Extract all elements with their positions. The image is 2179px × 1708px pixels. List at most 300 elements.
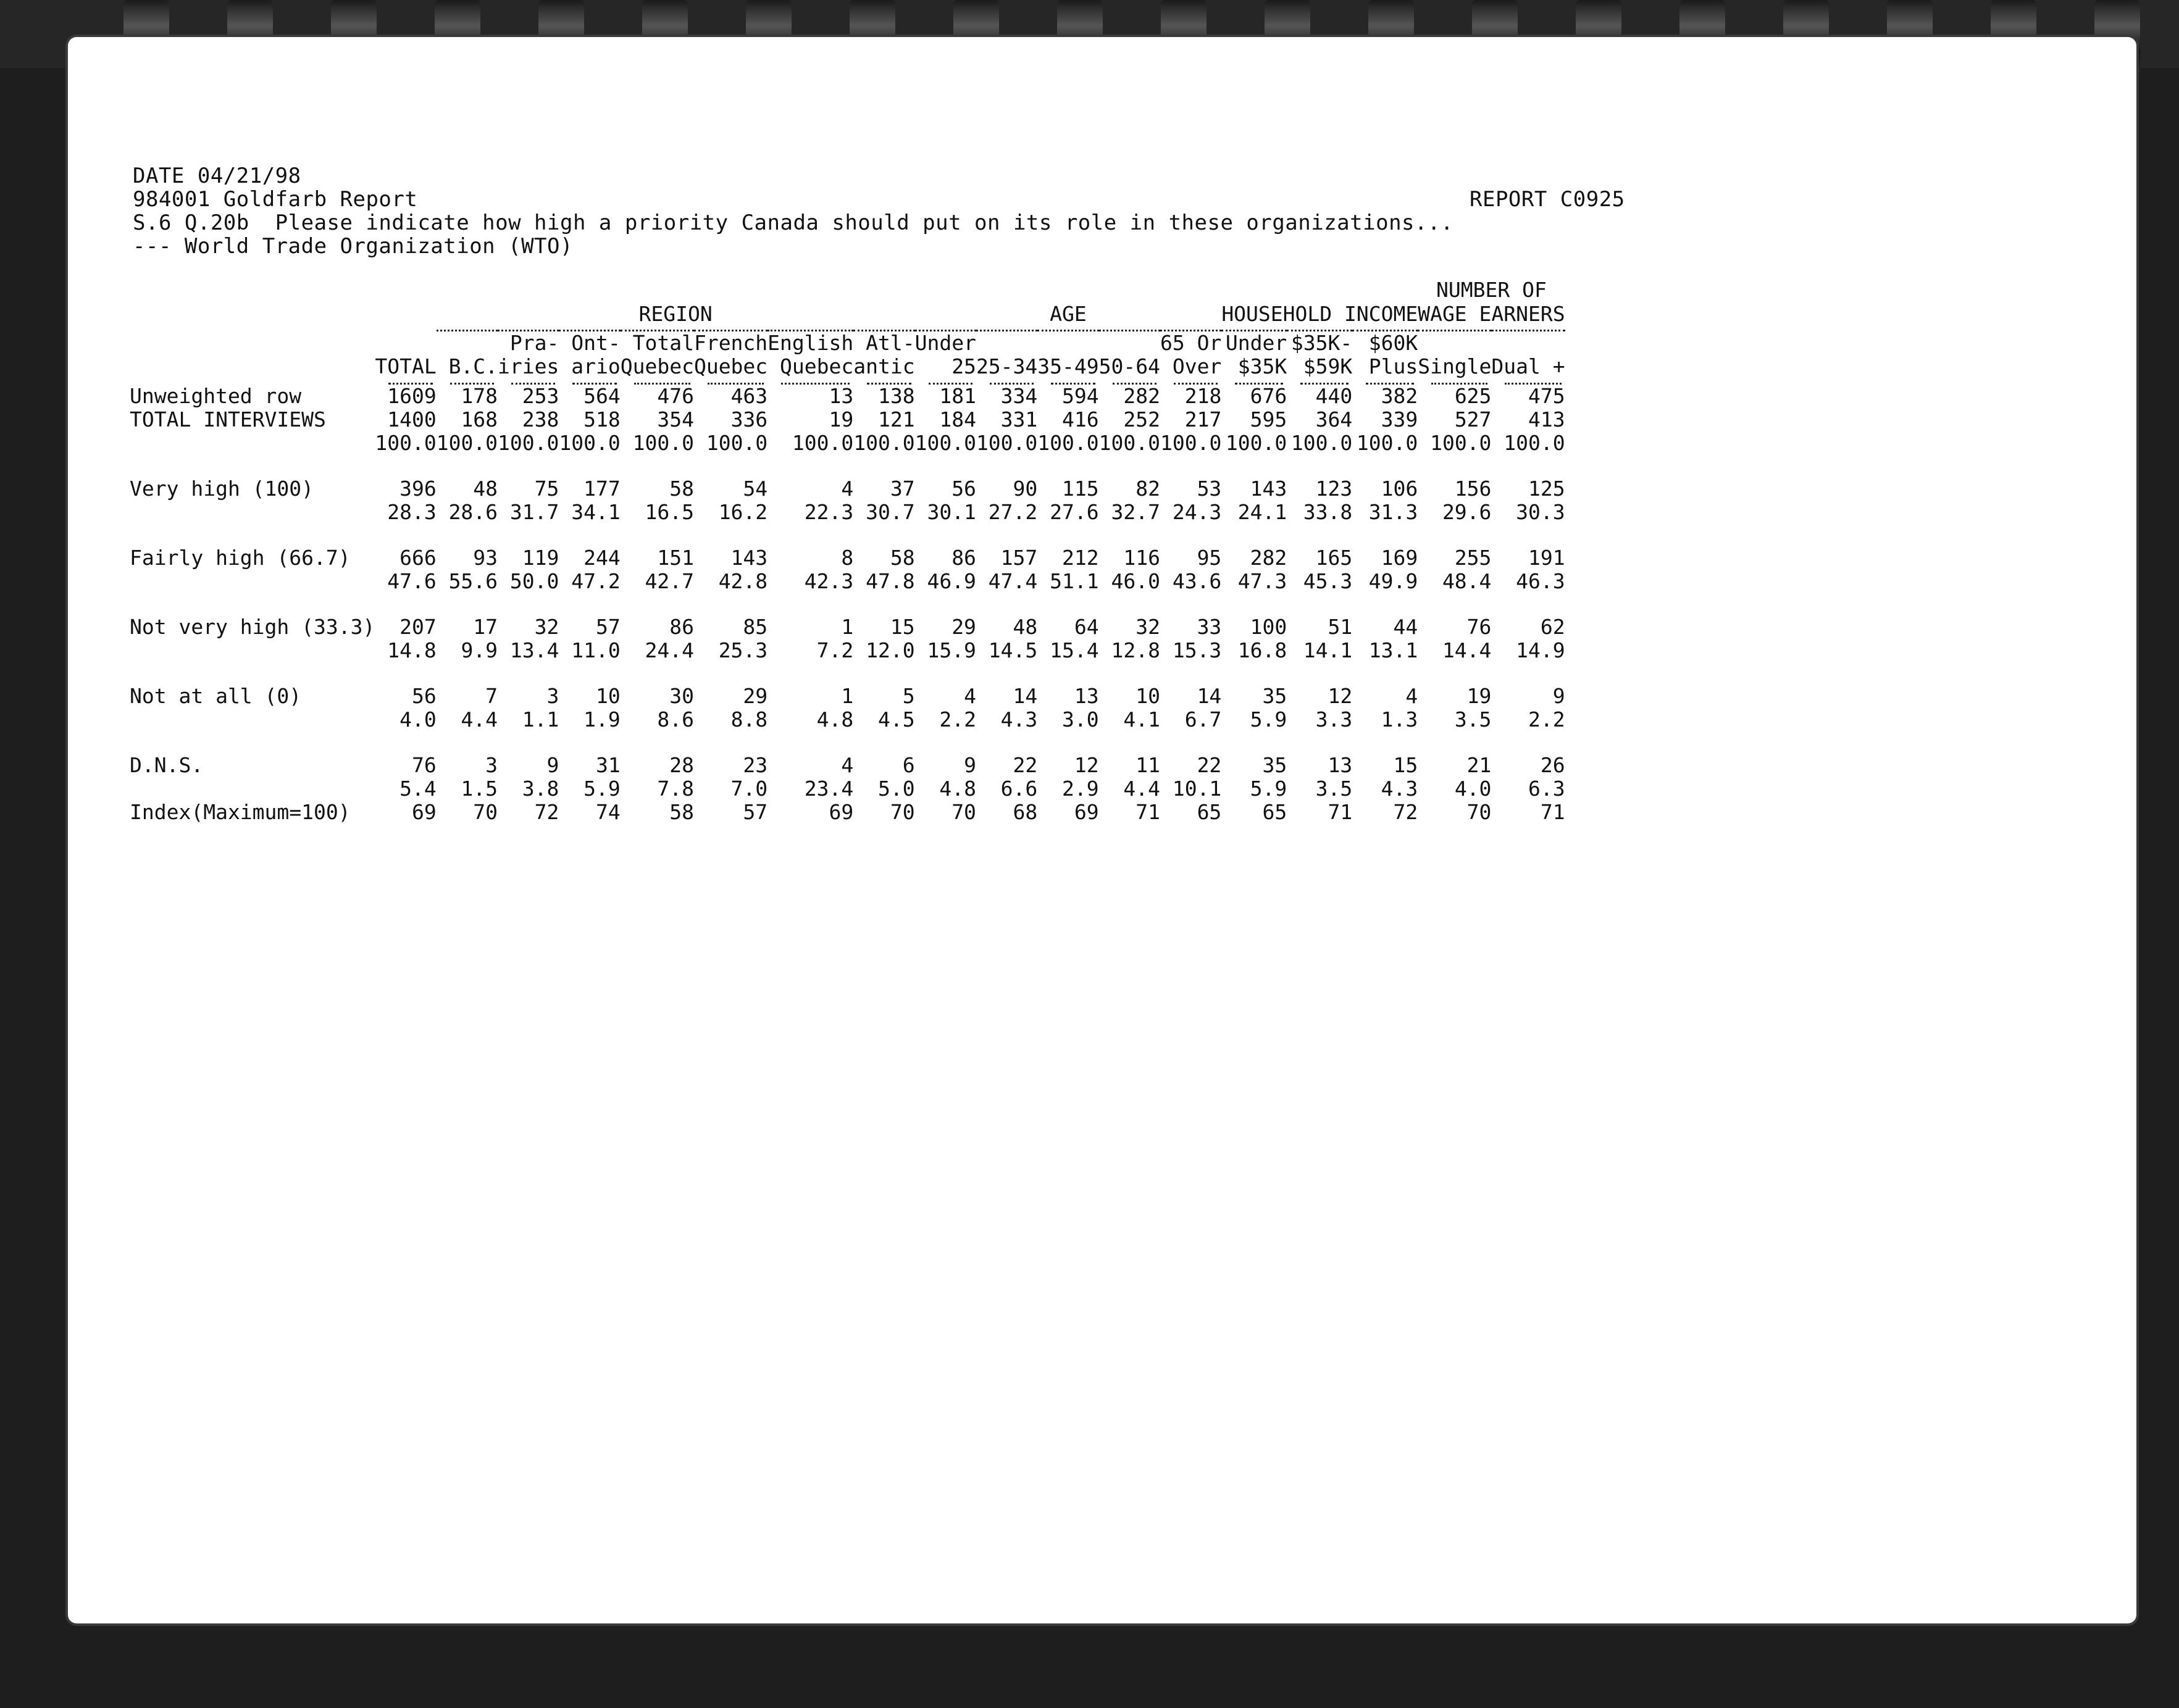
cell-value: 1 xyxy=(841,615,854,639)
table-cell xyxy=(437,385,498,455)
index-value: 68 xyxy=(1013,800,1038,824)
row-label-line: Unweighted row xyxy=(130,384,302,408)
cell-value: 49.9 xyxy=(1368,569,1418,593)
column-header-line2: $35K xyxy=(1237,354,1287,378)
cell-value: 47.3 xyxy=(1237,569,1287,593)
cell-value: 1.9 xyxy=(583,707,621,731)
cell-value: 42.3 xyxy=(804,569,854,593)
cell-value: 106 xyxy=(1381,477,1418,501)
table-cell xyxy=(1160,385,1221,455)
cell-value: 56 xyxy=(411,684,437,708)
cell-value: 7.2 xyxy=(816,638,854,662)
cell-value: 14.9 xyxy=(1516,638,1565,662)
table-cell xyxy=(767,754,853,801)
column-header-line2: iries xyxy=(498,354,559,378)
table-cell xyxy=(559,477,620,524)
table-cell xyxy=(375,546,436,593)
index-value: 71 xyxy=(1136,800,1160,824)
cell-value: 13.1 xyxy=(1368,638,1418,662)
row-label xyxy=(130,546,375,593)
table-cell xyxy=(915,754,976,801)
column-header-line1: Pra- xyxy=(509,331,559,355)
cell-value: 100.0 xyxy=(1225,431,1287,455)
cell-value: 100.0 xyxy=(1504,431,1565,455)
column-header-line1: Ont- xyxy=(571,331,621,355)
cell-value: 396 xyxy=(399,477,437,501)
row-label xyxy=(130,685,375,731)
table-cell xyxy=(1099,754,1160,801)
cell-value: 4.4 xyxy=(1123,777,1160,801)
earners-rule xyxy=(1418,326,1565,331)
table-cell xyxy=(1491,754,1565,801)
cell-value: 6.3 xyxy=(1528,777,1565,801)
cell-value: 168 xyxy=(461,407,498,431)
column-header xyxy=(498,331,559,379)
table-cell xyxy=(1221,477,1287,524)
cell-value: 413 xyxy=(1528,407,1565,431)
table-cell xyxy=(437,477,498,524)
cell-value: 3.0 xyxy=(1062,707,1099,731)
row-label-line: Not very high (33.3) xyxy=(130,615,375,639)
cell-value: 13 xyxy=(1074,684,1099,708)
cell-value: 76 xyxy=(1466,615,1492,639)
cell-value: 15.9 xyxy=(927,638,976,662)
cell-value: 334 xyxy=(1000,384,1038,408)
column-header-line2: $59K xyxy=(1303,354,1353,378)
table-cell xyxy=(976,546,1037,593)
cell-value: 100.0 xyxy=(1160,431,1222,455)
table-cell xyxy=(621,754,694,801)
cell-value: 116 xyxy=(1123,546,1160,570)
table-cell xyxy=(1099,546,1160,593)
cell-value: 3.8 xyxy=(522,777,559,801)
table-cell xyxy=(1099,477,1160,524)
table-cell xyxy=(1160,477,1221,524)
column-header-line2: 25 xyxy=(951,354,976,378)
column-header-line2: Plus xyxy=(1368,354,1418,378)
cell-value: 15.3 xyxy=(1172,638,1222,662)
row-label-line: TOTAL INTERVIEWS xyxy=(130,407,326,431)
cell-value: 48.4 xyxy=(1442,569,1492,593)
table-cell xyxy=(1287,615,1352,662)
cell-value: 43.6 xyxy=(1172,569,1222,593)
table-cell xyxy=(1160,685,1221,731)
cell-value: 13 xyxy=(1328,753,1353,777)
cell-value: 53 xyxy=(1197,477,1222,501)
column-header xyxy=(621,331,694,379)
table-cell xyxy=(437,685,498,731)
age-rule xyxy=(915,326,1222,331)
cell-value: 5 xyxy=(902,684,915,708)
table-cell xyxy=(694,754,767,801)
cell-value: 48 xyxy=(1013,615,1038,639)
cell-value: 100.0 xyxy=(498,431,559,455)
column-header-line2: Single xyxy=(1418,354,1492,378)
table-cell xyxy=(1352,385,1418,455)
cell-value: 90 xyxy=(1013,477,1038,501)
cell-value: 31 xyxy=(595,753,621,777)
cell-value: 42.7 xyxy=(645,569,694,593)
table-cell xyxy=(1221,685,1287,731)
index-value: 74 xyxy=(595,800,621,824)
cell-value: 4.3 xyxy=(1381,777,1418,801)
index-value: 69 xyxy=(1074,800,1099,824)
column-header xyxy=(437,331,498,379)
question-text: S.6 Q.20b Please indicate how high a priority Canada should put on its role in these organizations... xyxy=(133,210,1453,235)
income-rule xyxy=(1221,326,1418,331)
cell-value: 238 xyxy=(522,407,559,431)
table-cell xyxy=(976,477,1037,524)
column-header-line2: B.C. xyxy=(448,354,498,378)
cell-value: 595 xyxy=(1250,407,1287,431)
table-cell xyxy=(559,615,620,662)
cell-value: 32 xyxy=(1136,615,1160,639)
column-header xyxy=(1099,331,1160,379)
row-label-line xyxy=(130,708,375,731)
column-header-row xyxy=(130,331,1565,379)
cell-value: 100.0 xyxy=(1430,431,1492,455)
cell-value: 253 xyxy=(522,384,559,408)
cell-value: 30 xyxy=(669,684,694,708)
table-cell xyxy=(621,546,694,593)
table-cell xyxy=(1491,385,1565,455)
cell-value: 8.8 xyxy=(730,707,768,731)
column-header xyxy=(1221,331,1287,379)
table-cell xyxy=(1221,615,1287,662)
column-header-line1: Atl- xyxy=(866,331,915,355)
cell-value: 32.7 xyxy=(1111,500,1160,524)
cell-value: 17 xyxy=(473,615,498,639)
row-label xyxy=(130,615,375,662)
column-header xyxy=(375,331,436,379)
column-header-line1: 65 Or xyxy=(1160,331,1222,355)
cell-value: 100.0 xyxy=(559,431,621,455)
table-cell xyxy=(1418,754,1491,801)
cell-value: 4 xyxy=(964,684,976,708)
column-header xyxy=(1418,331,1491,379)
cell-value: 364 xyxy=(1315,407,1353,431)
table-cell xyxy=(853,685,914,731)
cell-value: 143 xyxy=(1250,477,1287,501)
cell-value: 252 xyxy=(1123,407,1160,431)
column-header xyxy=(694,331,767,379)
table-cell xyxy=(498,615,559,662)
column-header xyxy=(767,331,853,379)
cell-value: 666 xyxy=(399,546,437,570)
cell-value: 125 xyxy=(1528,477,1565,501)
table-cell xyxy=(621,477,694,524)
cell-value: 47.8 xyxy=(866,569,915,593)
table-cell xyxy=(767,685,853,731)
cell-value: 100.0 xyxy=(853,431,915,455)
cell-value: 594 xyxy=(1062,384,1099,408)
cell-value: 3.3 xyxy=(1315,707,1353,731)
index-value: 72 xyxy=(534,800,559,824)
cell-value: 169 xyxy=(1381,546,1418,570)
cell-value: 6.6 xyxy=(1000,777,1038,801)
table-cell xyxy=(375,754,436,801)
table-cell xyxy=(1352,477,1418,524)
column-header-line2: Quebec xyxy=(693,354,768,378)
table-cell xyxy=(853,754,914,801)
cell-value: 207 xyxy=(399,615,437,639)
table-cell xyxy=(1099,615,1160,662)
cell-value: 9 xyxy=(1552,684,1565,708)
cell-value: 354 xyxy=(657,407,694,431)
table-cell xyxy=(915,385,976,455)
row-label-line xyxy=(130,570,375,593)
index-value: 65 xyxy=(1262,800,1287,824)
table-cell xyxy=(559,385,620,455)
cell-value: 14.1 xyxy=(1303,638,1353,662)
table-cell xyxy=(498,385,559,455)
cell-value: 339 xyxy=(1381,407,1418,431)
table-cell xyxy=(694,546,767,593)
group-wage-earners-line2: WAGE EARNERS xyxy=(1418,302,1565,326)
cell-value: 11 xyxy=(1136,753,1160,777)
cell-value: 28.3 xyxy=(387,500,437,524)
cell-value: 23.4 xyxy=(804,777,854,801)
cell-value: 44 xyxy=(1393,615,1418,639)
cell-value: 46.9 xyxy=(927,569,976,593)
table-cell xyxy=(1418,685,1491,731)
table-cell xyxy=(375,685,436,731)
row-label-line xyxy=(130,639,375,662)
table-cell xyxy=(853,477,914,524)
cell-value: 58 xyxy=(669,477,694,501)
cell-value: 416 xyxy=(1062,407,1099,431)
cell-value: 7.0 xyxy=(730,777,768,801)
column-header-line2: Dual + xyxy=(1491,354,1565,378)
index-value: 70 xyxy=(1466,800,1492,824)
cell-value: 23 xyxy=(743,753,768,777)
cell-value: 244 xyxy=(583,546,621,570)
cell-value: 177 xyxy=(583,477,621,501)
cell-value: 115 xyxy=(1062,477,1099,501)
cell-value: 11.0 xyxy=(571,638,621,662)
table-cell xyxy=(767,615,853,662)
cell-value: 29.6 xyxy=(1442,500,1492,524)
table-cell xyxy=(1287,546,1352,593)
cell-value: 30.3 xyxy=(1516,500,1565,524)
cell-value: 4.8 xyxy=(816,707,854,731)
cell-value: 16.2 xyxy=(718,500,768,524)
cell-value: 22 xyxy=(1013,753,1038,777)
cell-value: 12 xyxy=(1328,684,1353,708)
cell-value: 7 xyxy=(485,684,498,708)
cell-value: 85 xyxy=(743,615,768,639)
table-cell xyxy=(767,385,853,455)
table-cell xyxy=(1352,615,1418,662)
table-cell xyxy=(1491,546,1565,593)
cell-value: 30.7 xyxy=(866,500,915,524)
table-cell xyxy=(976,754,1037,801)
cell-value: 100 xyxy=(1250,615,1287,639)
cell-value: 58 xyxy=(890,546,915,570)
column-header xyxy=(915,331,976,379)
group-household-income: HOUSEHOLD INCOME xyxy=(1221,302,1418,326)
cell-value: 27.2 xyxy=(988,500,1038,524)
cell-value: 181 xyxy=(939,384,976,408)
cell-value: 282 xyxy=(1123,384,1160,408)
cell-value: 100.0 xyxy=(1290,431,1353,455)
column-header-line1: $60K xyxy=(1368,331,1418,355)
column-header xyxy=(976,331,1037,379)
cell-value: 5.0 xyxy=(877,777,915,801)
cell-value: 10 xyxy=(1136,684,1160,708)
cell-value: 35 xyxy=(1262,684,1287,708)
table-cell xyxy=(853,385,914,455)
column-header xyxy=(1287,331,1352,379)
table-cell xyxy=(1418,385,1491,455)
cell-value: 336 xyxy=(730,407,768,431)
cell-value: 46.0 xyxy=(1111,569,1160,593)
table-cell xyxy=(915,477,976,524)
row-label-line: Fairly high (66.7) xyxy=(130,546,351,570)
cell-value: 382 xyxy=(1381,384,1418,408)
cell-value: 4.0 xyxy=(399,707,437,731)
cell-value: 32 xyxy=(534,615,559,639)
cell-value: 82 xyxy=(1136,477,1160,501)
cell-value: 9 xyxy=(546,753,559,777)
cell-value: 14.8 xyxy=(387,638,437,662)
cell-value: 14.5 xyxy=(988,638,1038,662)
table-cell xyxy=(1491,477,1565,524)
column-header-line1: Total xyxy=(632,331,694,355)
cell-value: 86 xyxy=(669,615,694,639)
cell-value: 5.4 xyxy=(399,777,437,801)
index-value: 70 xyxy=(473,800,498,824)
table-cell xyxy=(1418,546,1491,593)
cell-value: 100.0 xyxy=(436,431,498,455)
cell-value: 47.6 xyxy=(387,569,437,593)
cell-value: 3 xyxy=(546,684,559,708)
cell-value: 217 xyxy=(1184,407,1222,431)
row-label-line xyxy=(130,777,375,801)
table-cell xyxy=(437,754,498,801)
report-code: REPORT C0925 xyxy=(1470,187,1625,212)
table-cell xyxy=(437,546,498,593)
cell-value: 119 xyxy=(522,546,559,570)
index-value: 58 xyxy=(669,800,694,824)
row-spacer xyxy=(130,662,1565,685)
cell-value: 2.2 xyxy=(1528,707,1565,731)
column-header-line2: TOTAL xyxy=(375,354,437,378)
column-header xyxy=(1352,331,1418,379)
cell-value: 16.5 xyxy=(645,500,694,524)
column-header xyxy=(1160,331,1221,379)
cell-value: 42.8 xyxy=(718,569,768,593)
cell-value: 9 xyxy=(964,753,976,777)
group-wage-earners-line1: NUMBER OF xyxy=(1436,278,1547,302)
cell-value: 4.4 xyxy=(461,707,498,731)
cell-value: 212 xyxy=(1062,546,1099,570)
table-cell xyxy=(375,615,436,662)
cell-value: 2.9 xyxy=(1062,777,1099,801)
table-cell xyxy=(1491,615,1565,662)
table-cell xyxy=(498,546,559,593)
column-header-line2: antic xyxy=(853,354,915,378)
cell-value: 8 xyxy=(841,546,854,570)
table-cell xyxy=(621,385,694,455)
table-cell xyxy=(1352,754,1418,801)
table-cell xyxy=(694,615,767,662)
column-header xyxy=(1037,331,1098,379)
table-cell xyxy=(976,385,1037,455)
cell-value: 33 xyxy=(1197,615,1222,639)
cell-value: 51.1 xyxy=(1050,569,1099,593)
cell-value: 46.3 xyxy=(1516,569,1565,593)
cell-value: 1.1 xyxy=(522,707,559,731)
column-header-line1: Under xyxy=(1225,331,1287,355)
index-label: Index(Maximum=100) xyxy=(130,800,351,824)
cell-value: 100.0 xyxy=(792,431,854,455)
cell-value: 463 xyxy=(730,384,768,408)
table-cell xyxy=(1037,546,1098,593)
cell-value: 29 xyxy=(743,684,768,708)
cell-value: 24.4 xyxy=(645,638,694,662)
table-cell xyxy=(976,615,1037,662)
cell-value: 1.3 xyxy=(1381,707,1418,731)
cell-value: 45.3 xyxy=(1303,569,1353,593)
cell-value: 165 xyxy=(1315,546,1353,570)
cell-value: 4.0 xyxy=(1454,777,1492,801)
cell-value: 76 xyxy=(411,753,437,777)
cell-value: 13 xyxy=(829,384,854,408)
column-header xyxy=(853,331,914,379)
cell-value: 100.0 xyxy=(976,431,1038,455)
report-name: 984001 Goldfarb Report xyxy=(133,187,418,212)
column-header-line1: French xyxy=(693,331,768,355)
cell-value: 5.9 xyxy=(1250,777,1287,801)
table-row xyxy=(130,385,1565,455)
cell-value: 4.5 xyxy=(877,707,915,731)
table-cell xyxy=(1037,615,1098,662)
table-cell xyxy=(1221,754,1287,801)
row-spacer xyxy=(130,455,1565,477)
table-cell xyxy=(915,615,976,662)
cell-value: 34.1 xyxy=(571,500,621,524)
crosstab-table xyxy=(130,278,1565,824)
table-row xyxy=(130,685,1565,731)
index-value: 70 xyxy=(890,800,915,824)
cell-value: 218 xyxy=(1184,384,1222,408)
cell-value: 123 xyxy=(1315,477,1353,501)
table-cell xyxy=(559,685,620,731)
cell-value: 178 xyxy=(461,384,498,408)
cell-value: 55.6 xyxy=(448,569,498,593)
table-cell xyxy=(1221,385,1287,455)
table-cell xyxy=(1037,385,1098,455)
cell-value: 14.4 xyxy=(1442,638,1492,662)
cell-value: 14 xyxy=(1013,684,1038,708)
cell-value: 100.0 xyxy=(1356,431,1418,455)
report-page xyxy=(68,37,2136,1623)
cell-value: 21 xyxy=(1466,753,1492,777)
table-cell xyxy=(694,477,767,524)
table-cell xyxy=(767,477,853,524)
cell-value: 3.5 xyxy=(1454,707,1492,731)
cell-value: 19 xyxy=(1466,684,1492,708)
cell-value: 48 xyxy=(473,477,498,501)
report-date: DATE 04/21/98 xyxy=(133,164,301,188)
row-label-line: Very high (100) xyxy=(130,477,314,501)
cell-value: 143 xyxy=(730,546,768,570)
column-header-line1: Under xyxy=(914,331,976,355)
cell-value: 121 xyxy=(877,407,915,431)
table-cell xyxy=(498,477,559,524)
column-header-line2: Quebec xyxy=(780,354,854,378)
